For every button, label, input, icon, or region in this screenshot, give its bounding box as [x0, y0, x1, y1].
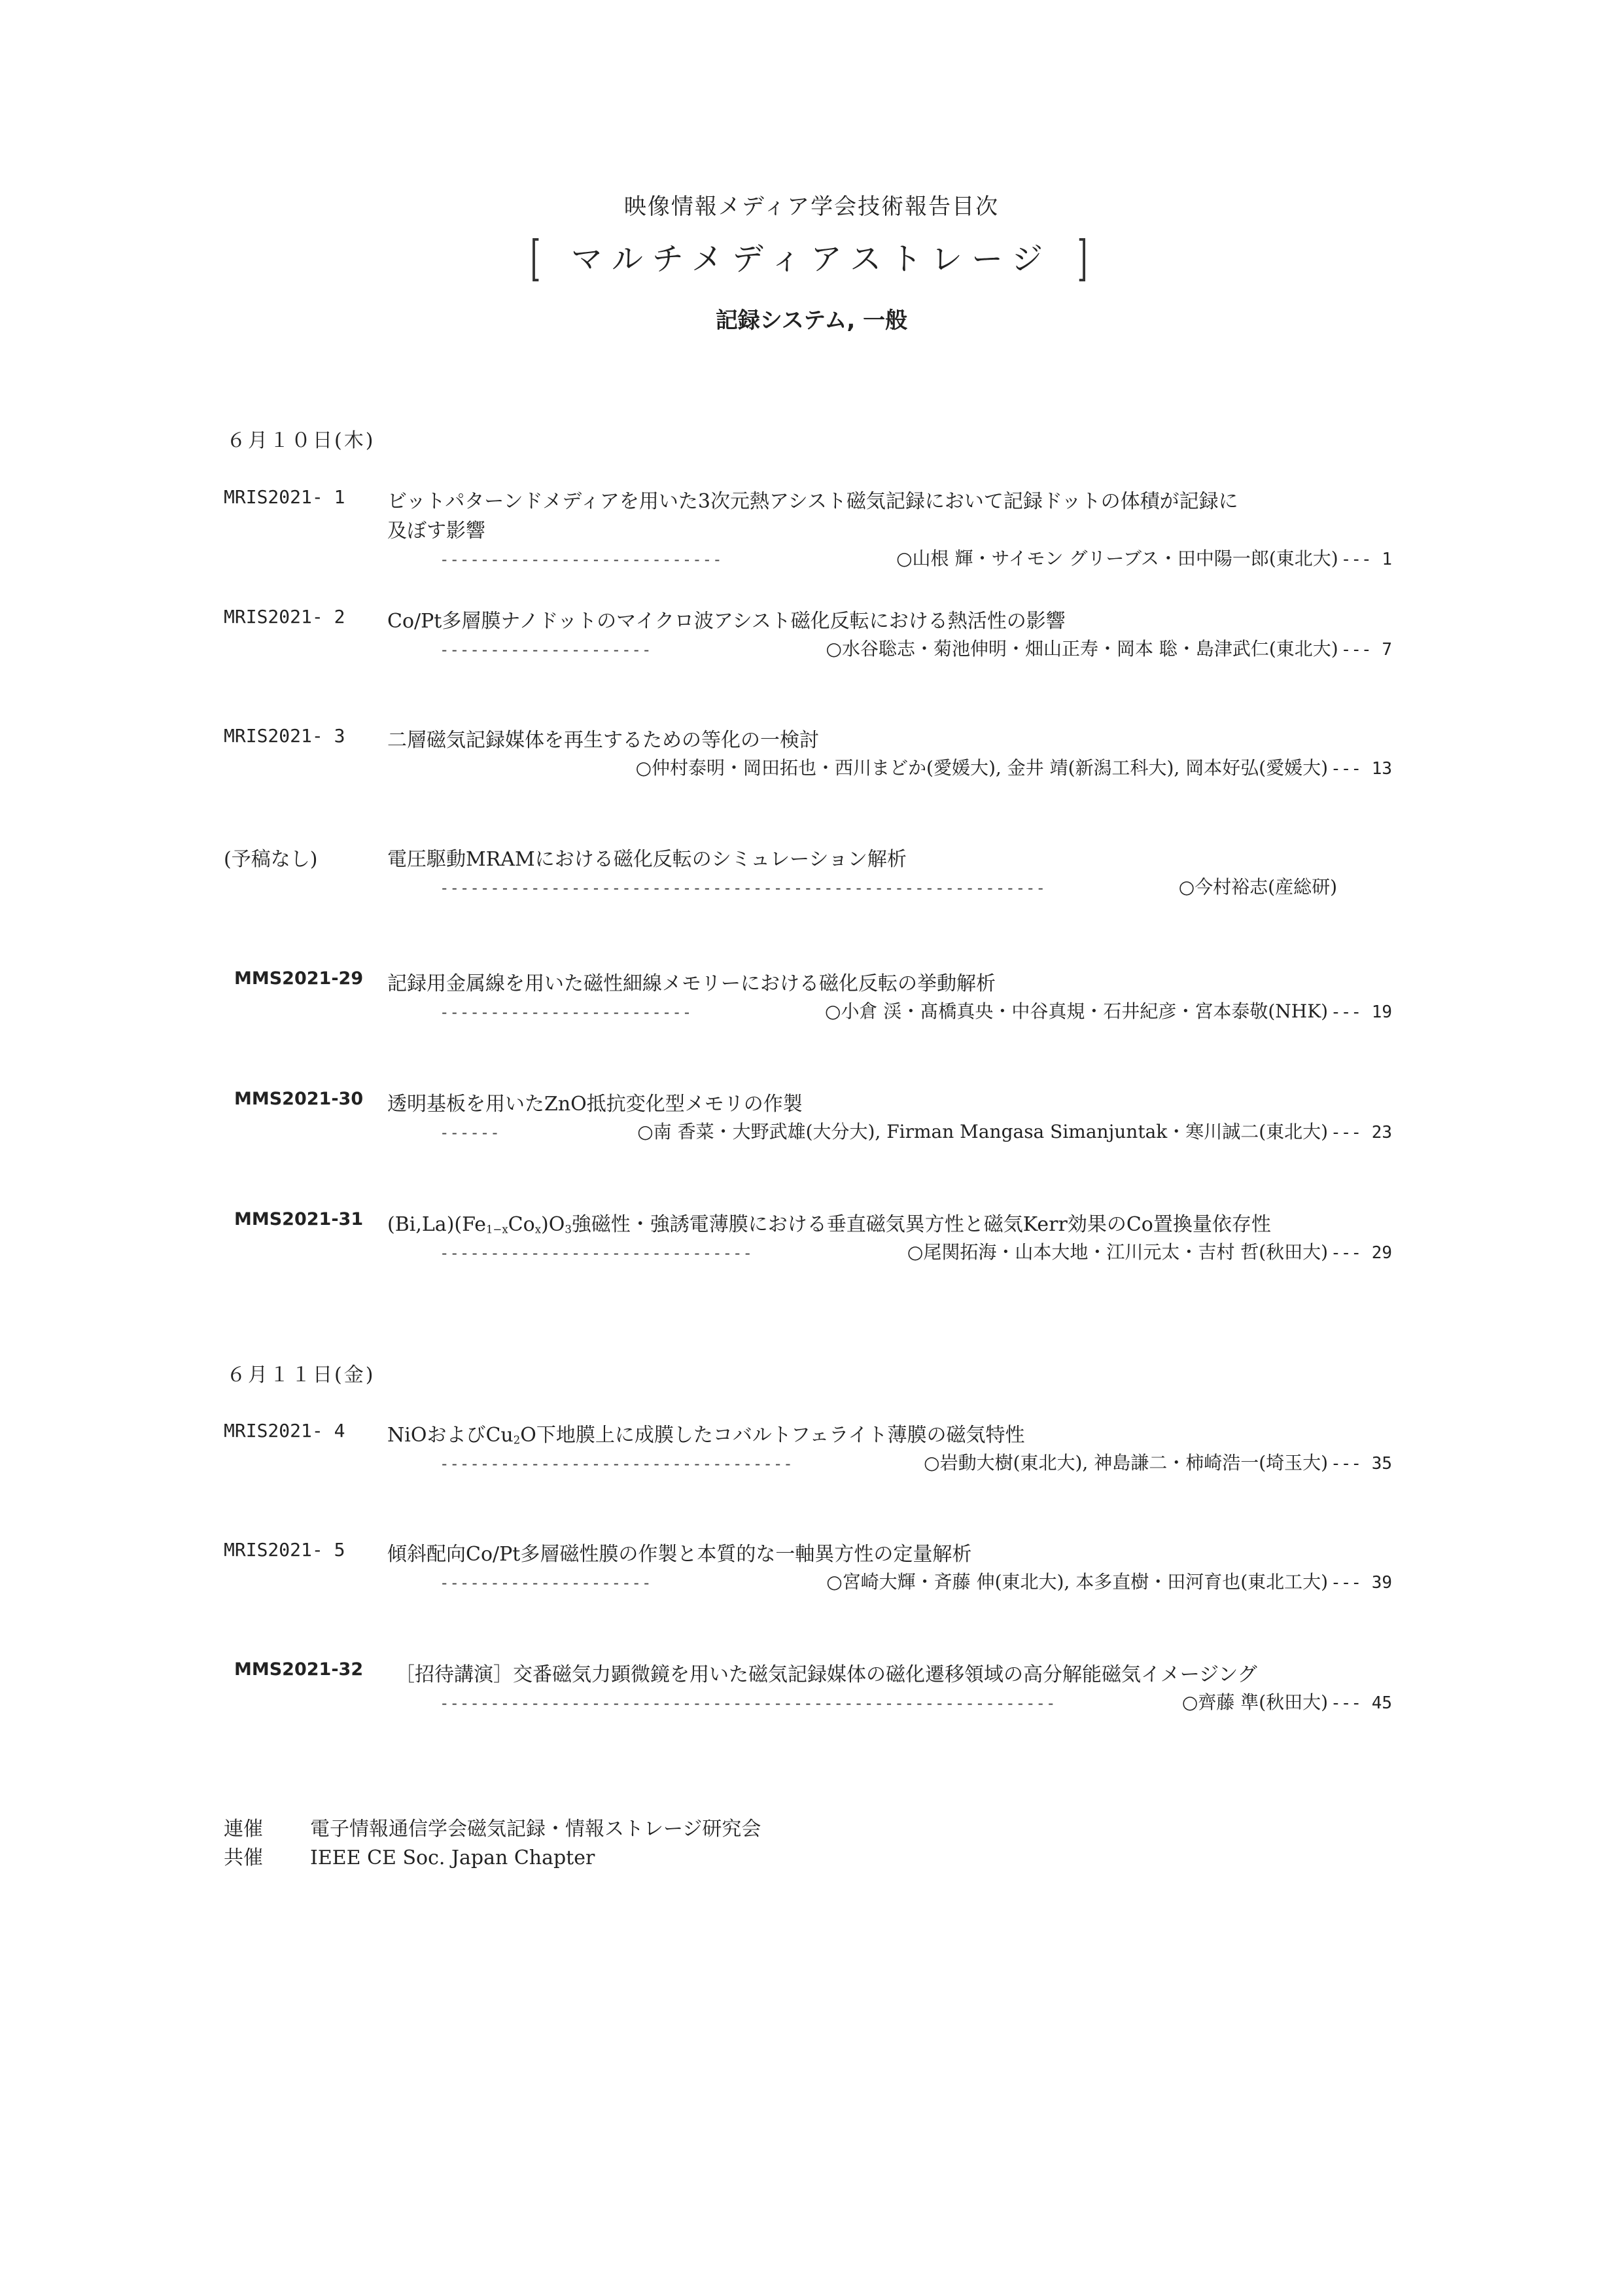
leader-dashes: ---------------------------- — [440, 550, 723, 569]
authors: ○齊藤 準(秋田大) — [1181, 1691, 1329, 1713]
page-number: --- 1 — [1340, 550, 1392, 569]
leader-dashes: ------------------------------------------------------------- — [440, 1694, 1056, 1712]
page-number: --- 23 — [1331, 1123, 1392, 1142]
paper-code: MMS2021-29 — [234, 968, 364, 989]
authors: ○宮崎大輝・斉藤 伸(東北大), 本多直樹・田河育也(東北工大) — [826, 1571, 1329, 1593]
page-number: --- 39 — [1331, 1573, 1392, 1593]
authors: ○尾関拓海・山本大地・江川元太・吉村 哲(秋田大) — [907, 1241, 1329, 1263]
right-bracket: ] — [1077, 230, 1093, 287]
author-line — [440, 1118, 1392, 1144]
paper-code: MRIS2021- 2 — [224, 606, 345, 627]
authors: ○山根 輝・サイモン グリーブス・田中陽一郎(東北大) — [896, 548, 1338, 569]
leader-dashes: --------------------- — [440, 1574, 652, 1592]
co-sponsor-line — [224, 1812, 761, 1841]
paper-title: ［招待講演］交番磁気力顕微鏡を用いた磁気記録媒体の磁化遷移領域の高分解能磁気イメージング — [395, 1663, 1257, 1686]
paper-code: MMS2021-30 — [234, 1089, 364, 1109]
leader-dashes: ------------------------- — [440, 1003, 693, 1021]
author-line — [440, 1449, 1392, 1475]
committee-name-text: マルチメディアストレージ — [570, 241, 1053, 277]
leader-dashes: ------------------------------------------------------------ — [440, 879, 1046, 897]
page-number: --- 19 — [1331, 1002, 1392, 1022]
committee-name — [0, 230, 1623, 287]
paper-title: Co/Pt多層膜ナノドットのマイクロ波アシスト磁化反転における熱活性の影響 — [387, 610, 1066, 633]
session-theme: 記録システム, 一般 — [715, 308, 908, 334]
paper-code: MRIS2021- 3 — [224, 725, 345, 747]
day-date: ６月１０日(木) — [226, 429, 375, 452]
paper-title: $(Bi,La)(Fe_{1-x}Co_x)O_3$強磁性・強誘電薄膜における垂直磁気異方性と磁気Kerr効果のCo置換量依存性 — [387, 1213, 1271, 1236]
author-line — [440, 997, 1392, 1023]
paper-title: 電圧駆動MRAMにおける磁化反転のシミュレーション解析 — [387, 848, 907, 871]
author-line — [440, 1568, 1392, 1594]
paper-title: 記録用金属線を用いた磁性細線メモリーにおける磁化反転の挙動解析 — [387, 972, 996, 995]
paper-code: MRIS2021- 4 — [224, 1420, 345, 1441]
paper-title: 傾斜配向Co/Pt多層磁性膜の作製と本質的な一軸異方性の定量解析 — [387, 1543, 972, 1566]
co-host-label: 共催 — [224, 1846, 263, 1869]
paper-code: MRIS2021- 1 — [224, 486, 345, 508]
authors: ○南 香菜・大野武雄(大分大), Firman Mangasa Simanjuntak・寒川誠二(東北大) — [637, 1121, 1329, 1142]
co-sponsor-label: 連催 — [224, 1818, 263, 1841]
author-line — [440, 635, 1392, 661]
paper-code: (予稿なし) — [224, 848, 318, 871]
paper-title-continued: 及ぼす影響 — [387, 520, 485, 542]
paper-code: MMS2021-32 — [234, 1659, 364, 1680]
paper-title: 透明基板を用いたZnO抵抗変化型メモリの作製 — [387, 1093, 803, 1116]
author-line — [440, 873, 1337, 899]
co-sponsor-name: 電子情報通信学会磁気記録・情報ストレージ研究会 — [310, 1818, 761, 1841]
leader-dashes: --------------------- — [440, 641, 652, 659]
paper-title: NiOおよび$Cu_2O$下地膜上に成膜したコバルトフェライト薄膜の磁気特性 — [387, 1424, 1025, 1447]
page-number: --- 45 — [1331, 1693, 1392, 1713]
paper-code: MMS2021-31 — [234, 1209, 364, 1229]
author-line — [440, 544, 1392, 571]
leader-dashes: ----------------------------------- — [440, 1455, 794, 1473]
leader-dashes: ------ — [440, 1123, 500, 1142]
authors: ○仲村泰明・岡田拓也・西川まどか(愛媛大), 金井 靖(新潟工科大), 岡本好弘(愛媛大) — [635, 757, 1329, 779]
authors: ○岩動大樹(東北大), 神島謙二・柿崎浩一(埼玉大) — [924, 1452, 1329, 1474]
author-line — [440, 754, 1392, 780]
co-host-name: IEEE CE Soc. Japan Chapter — [310, 1846, 595, 1869]
author-line — [440, 1238, 1392, 1264]
page-number: --- 13 — [1331, 759, 1392, 779]
authors: ○水谷聡志・菊池伸明・畑山正寿・岡本 聡・島津武仁(東北大) — [826, 638, 1338, 660]
report-series-title: 映像情報メディア学会技術報告目次 — [623, 194, 1000, 220]
authors: ○今村裕志(産総研) — [1178, 876, 1337, 898]
page-number: --- 29 — [1331, 1243, 1392, 1263]
left-bracket: [ — [530, 230, 546, 287]
page-number: --- 35 — [1331, 1454, 1392, 1474]
day-date: ６月１１日(金) — [226, 1364, 375, 1386]
page-number: --- 7 — [1340, 640, 1392, 660]
author-line — [440, 1688, 1392, 1714]
paper-title: 二層磁気記録媒体を再生するための等化の一検討 — [387, 729, 819, 752]
co-host-line — [224, 1841, 595, 1870]
leader-dashes: ------------------------------- — [440, 1244, 753, 1262]
paper-code: MRIS2021- 5 — [224, 1539, 345, 1561]
paper-title: ビットパターンドメディアを用いた3次元熱アシスト磁気記録において記録ドットの体積が記録に — [387, 490, 1238, 513]
authors: ○小倉 渓・髙橋真央・中谷真規・石井紀彦・宮本泰敬(NHK) — [825, 1000, 1329, 1022]
